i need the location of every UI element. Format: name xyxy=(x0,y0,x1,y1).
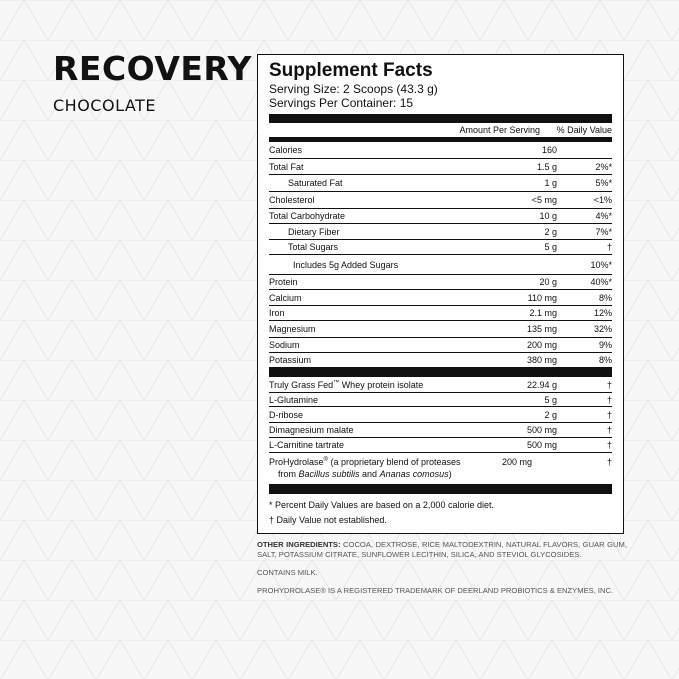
nutrient-amount: 2.1 mg xyxy=(529,308,557,318)
ingredient-amount: 200 mg xyxy=(502,457,533,467)
nutrient-amount: 10 g xyxy=(539,211,557,221)
nutrient-name: Saturated Fat xyxy=(288,178,343,188)
supplement-facts-panel xyxy=(257,54,624,534)
nutrient-amount: 160 xyxy=(541,145,557,155)
ingredient-dv: † xyxy=(606,440,612,450)
ingredient-amount: 500 mg xyxy=(526,440,557,450)
ingredient-row xyxy=(269,377,612,393)
nutrient-name: Total Fat xyxy=(269,161,304,172)
nutrient-dv: 5%* xyxy=(595,178,612,188)
nutrient-name: Magnesium xyxy=(269,324,316,334)
ingredient-dv: † xyxy=(606,425,612,435)
footnote-dagger: † Daily Value not established. xyxy=(269,515,387,525)
other-ingredients-label: OTHER INGREDIENTS: xyxy=(257,540,341,549)
servings-per-container: Servings Per Container: 15 xyxy=(269,96,414,110)
nutrient-name: Cholesterol xyxy=(269,195,315,205)
nutrient-amount: <5 mg xyxy=(531,195,557,205)
nutrient-dv: 4%* xyxy=(595,211,612,221)
footnote-daily-value: * Percent Daily Values are based on a 2,000 calorie diet. xyxy=(269,500,494,510)
nutrient-row xyxy=(269,290,612,306)
nutrient-name: Protein xyxy=(269,277,298,287)
nutrient-dv: <1% xyxy=(593,195,612,205)
nutrient-amount: 1 g xyxy=(544,178,557,188)
ingredient-row xyxy=(269,407,612,423)
ingredient-row xyxy=(269,393,612,407)
amount-per-serving-header: Amount Per Serving xyxy=(459,125,540,135)
nutrient-name: Sodium xyxy=(269,340,300,350)
nutrient-row xyxy=(269,321,612,338)
ingredient-amount: 22.94 g xyxy=(526,379,557,390)
ingredient-dv: † xyxy=(606,379,612,390)
footnotes xyxy=(269,494,612,528)
serving-size: Serving Size: 2 Scoops (43.3 g) xyxy=(269,82,438,96)
registered-mark: ® xyxy=(323,457,328,463)
nutrient-name: Total Sugars xyxy=(288,242,339,252)
nutrient-row xyxy=(269,338,612,353)
ingredient-name: D-ribose xyxy=(269,409,304,420)
ingredient-name: L-Glutamine xyxy=(269,394,319,405)
nutrient-dv: 32% xyxy=(593,324,612,334)
nutrient-dv: 12% xyxy=(593,308,612,318)
divider-thick xyxy=(269,114,612,123)
nutrient-dv: † xyxy=(606,242,612,252)
ingredient-row xyxy=(269,438,612,453)
nutrient-amount: 110 mg xyxy=(527,292,557,303)
trademark-mark: ™ xyxy=(333,379,340,386)
nutrient-name: Iron xyxy=(269,308,285,318)
product-heading xyxy=(53,50,252,115)
nutrient-name: Calories xyxy=(269,145,303,155)
nutrient-amount: 200 mg xyxy=(526,340,557,350)
ingredient-name: L-Carnitine tartrate xyxy=(269,440,345,450)
nutrient-row xyxy=(269,224,612,240)
nutrient-row xyxy=(269,175,612,192)
ingredient-amount: 2 g xyxy=(544,409,557,420)
nutrient-row xyxy=(269,209,612,224)
nutrient-dv: 7%* xyxy=(595,226,612,237)
nutrient-row xyxy=(269,306,612,321)
ingredients-section xyxy=(257,540,627,604)
nutrient-row xyxy=(269,142,612,159)
allergen-statement: CONTAINS MILK. xyxy=(257,568,318,577)
nutrient-dv: 2%* xyxy=(595,161,612,172)
ingredient-dv: † xyxy=(606,457,612,467)
ingredient-amount: 5 g xyxy=(544,394,557,405)
divider-thick xyxy=(269,484,612,494)
nutrient-row xyxy=(269,353,612,367)
nutrient-row xyxy=(269,192,612,209)
divider-thick xyxy=(269,367,612,377)
ingredient-row xyxy=(269,423,612,438)
nutrient-name: Calcium xyxy=(269,292,302,303)
nutrient-name: Includes 5g Added Sugars xyxy=(293,259,399,270)
nutrient-row xyxy=(269,159,612,175)
trademark-statement: PROHYDROLASE® IS A REGISTERED TRADEMARK OF DEERLAND PROBIOTICS & ENZYMES, INC. xyxy=(257,586,614,595)
nutrient-amount: 20 g xyxy=(539,277,557,287)
ingredient-name: Dimagnesium malate xyxy=(269,425,354,435)
nutrient-row xyxy=(269,275,612,290)
other-ingredients-text: COCOA, DEXTROSE, RICE MALTODEXTRIN, NATURAL FLAVORS, GUAR GUM, SALT, POTASSIUM CITRATE, SUNFLOWER LECITHIN, SILICA, AND STEVIOL GLYCOSIDES. xyxy=(257,540,627,559)
ingredient-dv: † xyxy=(606,409,612,420)
other-ingredients xyxy=(257,540,627,560)
nutrient-amount: 380 mg xyxy=(526,355,557,365)
nutrient-dv: 8% xyxy=(598,355,612,365)
daily-value-header: % Daily Value xyxy=(556,125,612,135)
supplement-facts-title: Supplement Facts xyxy=(269,60,433,81)
ingredient-amount: 500 mg xyxy=(526,425,557,435)
nutrient-dv: 10%* xyxy=(590,259,612,270)
ingredient-name: ProHydrolase® (a proprietary blend of proteases from Bacillus subtilis and Ananas comosus) xyxy=(269,457,461,479)
nutrient-amount: 5 g xyxy=(544,242,557,252)
ingredient-dv: † xyxy=(606,394,612,405)
column-header xyxy=(269,123,612,137)
nutrient-row xyxy=(269,240,612,255)
product-name: RECOVERY xyxy=(53,49,252,88)
product-flavor: CHOCOLATE xyxy=(53,96,156,115)
ingredient-row-prohydrolase xyxy=(269,453,612,482)
nutrient-name: Dietary Fiber xyxy=(288,226,340,237)
nutrient-amount: 135 mg xyxy=(526,324,557,334)
ingredient-name: Truly Grass Fed™ Whey protein isolate xyxy=(269,379,424,390)
nutrient-amount: 2 g xyxy=(544,226,557,237)
nutrient-amount: 1.5 g xyxy=(536,161,557,172)
nutrient-dv: 40%* xyxy=(590,277,612,287)
nutrient-name: Total Carbohydrate xyxy=(269,211,346,221)
nutrient-name: Potassium xyxy=(269,355,312,365)
nutrient-dv: 8% xyxy=(598,292,612,303)
nutrient-row xyxy=(269,255,612,275)
nutrient-dv: 9% xyxy=(598,340,612,350)
